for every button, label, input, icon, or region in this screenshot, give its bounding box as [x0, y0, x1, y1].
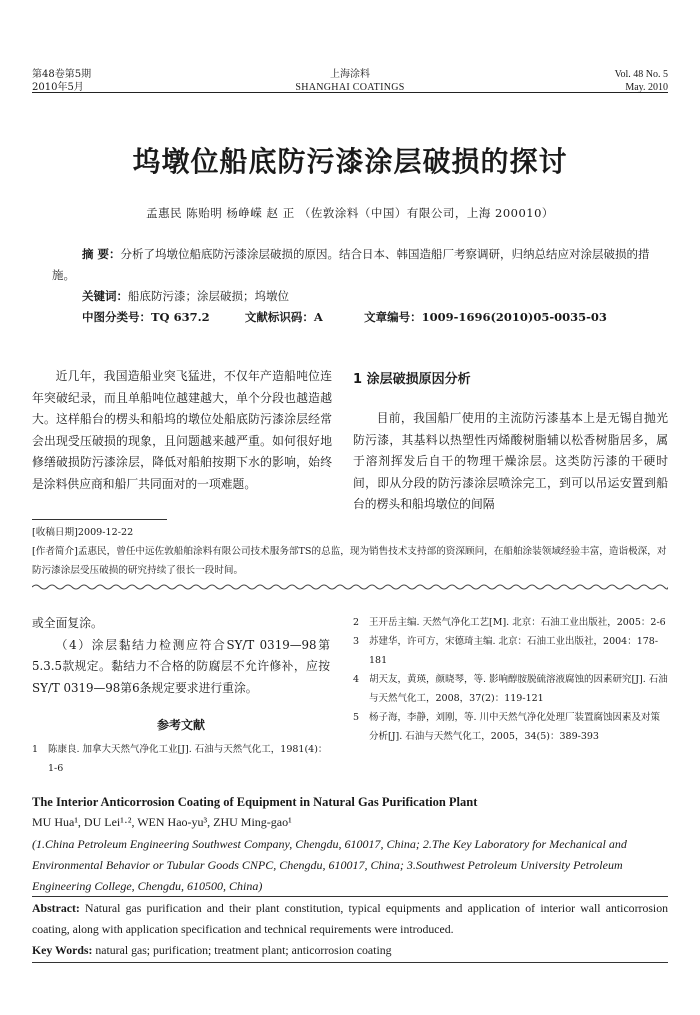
references-heading: 参考文献: [156, 718, 205, 732]
section-heading-1: 1 涂层破损原因分析: [353, 372, 471, 387]
doccode-value: A: [313, 310, 323, 324]
continuation-column: [32, 613, 330, 699]
article-title: 坞墩位船底防污漆涂层破损的探讨: [132, 145, 568, 178]
body-left-column: [32, 366, 332, 495]
references-list-left: [32, 740, 332, 778]
reference-item: [353, 670, 668, 708]
footnote-rule: [32, 519, 167, 520]
english-abstract-text: Natural gas purification and their plant constitution, typical equipments and application of interior wall anticorrosion coating, along with application specification and technical requirements were introduced.: [32, 901, 669, 936]
item-4-paragraph: （4）涂层黏结力检测应符合SY/T 0319—98第5.3.5款规定。黏结力不合格的防腐层不允许修补，应按SY/T 0319—98第6条规定要求进行重涂。: [32, 637, 330, 695]
english-affiliation: (1.China Petroleum Engineering Southwest Company, Chengdu, 610017, China; 2.The Key Laboratory for Mechanical and Environmental Behavior or Tubular Goods CNPC, Chengdu, 610017, China; 3.Southwest Petroleum University Petroleum Engineering College, Chengdu, 610500, China): [32, 837, 627, 893]
reference-text: 胡天友，黄瑛，颜晓琴，等. 影响醇胺脱硫溶液腐蚀的因素研究[J]. 石油与天然气化工，2008，37(2)：119-121: [369, 674, 668, 704]
abstract-label: 摘 要：: [82, 247, 121, 261]
english-rule-bottom: [32, 962, 668, 963]
header-date-line: 2010年5月: [32, 82, 84, 93]
doccode-label: 文献标识码：: [244, 310, 314, 324]
reference-number: 5: [353, 712, 360, 723]
header-vol-en: Vol. 48 No. 5: [614, 69, 668, 80]
reference-number: 1: [32, 744, 39, 755]
intro-paragraph: 近几年，我国造船业突飞猛进，不仅年产造船吨位连年突破纪录，而且单船吨位越建越大，单个分段也越造越大。这样船台的楞头和船坞的墩位处船底防污漆涂层经常会出现受压破损的现象，且问题越来越严重。如何很好地修缮破损防污漆涂层，降低对船舶按期下水的影响，始终是涂料供应商和船厂共同面对的一项难题。: [32, 369, 332, 491]
reference-text: 杨子海，李静，刘刚，等. 川中天然气净化处理厂装置腐蚀因素及对策分析[J]. 石油与天然气化工，2005，34(5)：389-393: [369, 712, 661, 742]
english-authors: MU Hua¹, DU Lei¹·², WEN Hao-yu³, ZHU Ming-gao¹: [32, 815, 292, 829]
journal-name-cn: 上海涂料: [330, 69, 370, 80]
english-keywords: [32, 940, 668, 961]
reference-text: 陈康良. 加拿大天然气净化工业[J]. 石油与天然气化工，1981(4)：1-6: [48, 744, 328, 774]
body-right-column: [353, 408, 668, 516]
reference-number: 4: [353, 674, 360, 685]
wavy-break-line: [32, 583, 668, 591]
english-keywords-text: natural gas; purification; treatment plant; anticorrosion coating: [95, 943, 392, 957]
english-keywords-label: Key Words:: [32, 943, 93, 957]
footnote: [32, 523, 668, 580]
reference-item: [353, 613, 668, 632]
journal-name-en: SHANGHAI COATINGS: [295, 82, 405, 93]
english-rule-top: [32, 896, 668, 897]
english-abstract: [32, 898, 668, 940]
reference-text: 王开岳主编. 天然气净化工艺[M]. 北京：石油工业出版社，2005：2-6: [369, 617, 666, 628]
references-list-right: [353, 613, 668, 746]
reference-number: 2: [353, 617, 360, 628]
keywords-text: 船底防污漆；涂层破损；坞墩位: [128, 289, 289, 303]
reference-item: [32, 740, 332, 778]
abstract-text: 分析了坞墩位船底防污漆涂层破损的原因。结合日本、韩国造船厂考察调研，归纳总结应对涂层破损的措施。: [52, 247, 650, 282]
header-rule: [32, 92, 668, 93]
author-bio: [作者简介]孟惠民，曾任中远佐敦船舶涂料有限公司技术服务部TS的总监，现为销售技术支持部的资深顾问，在船舶涂装领域经验丰富，造诣极深，对防污漆涂层受压破损的研究持续了很长一段时间。: [32, 546, 667, 576]
reference-item: [353, 632, 668, 670]
header-volume: [32, 68, 91, 94]
clc-value: TQ 637.2: [151, 310, 210, 324]
clc-label: 中图分类号：: [82, 310, 151, 324]
header-issue: [615, 68, 668, 94]
received-date: [收稿日期]2009-12-22: [32, 527, 134, 538]
reference-item: [353, 708, 668, 746]
english-title: The Interior Anticorrosion Coating of Equipment in Natural Gas Purification Plant: [32, 795, 478, 809]
header-month-en: May. 2010: [625, 82, 668, 93]
continuation-line: 或全面复涂。: [32, 616, 103, 630]
abstract-block: [52, 244, 652, 328]
article-authors: 孟惠民 陈贻明 杨峥嵘 赵 正 （佐敦涂料（中国）有限公司，上海 200010）: [146, 206, 554, 220]
english-abstract-label: Abstract:: [32, 901, 80, 915]
articleno-value: 1009-1696(2010)05-0035-03: [421, 310, 607, 324]
header-journal: [250, 68, 450, 94]
keywords-label: 关键词：: [82, 289, 128, 303]
header-volume-line: 第48卷第5期: [32, 69, 92, 80]
articleno-label: 文章编号：: [364, 310, 422, 324]
section1-paragraph: 目前，我国船厂使用的主流防污漆基本上是无锡自抛光防污漆，其基料以热塑性丙烯酸树脂辅以松香树脂居多，属于溶剂挥发后自干的物理干燥涂层。这类防污漆的干硬时间，即从分段的防污漆涂层喷涂完工，到可以吊运安置到船台的楞头和船坞墩位的间隔: [353, 411, 668, 511]
reference-text: 苏建华，许可方，宋德琦主编. 北京：石油工业出版社，2004：178-181: [369, 636, 659, 666]
reference-number: 3: [353, 636, 360, 647]
